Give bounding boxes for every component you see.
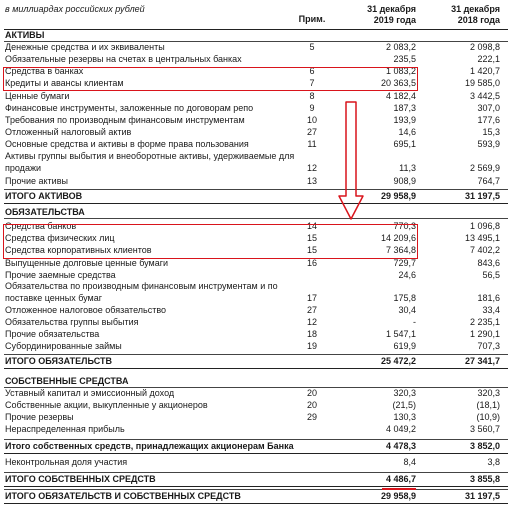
- note-ref: 8: [309, 91, 315, 101]
- row-label: продажи: [5, 163, 41, 173]
- value-2019: 29 958,9: [380, 191, 416, 201]
- note-ref: 12: [306, 163, 317, 173]
- value-2018: 31 197,5: [464, 191, 500, 201]
- col-2019-header-line1: 31 декабря: [367, 4, 416, 14]
- value-2019: 7 364,8: [385, 245, 416, 255]
- total-label: ИТОГО ОБЯЗАТЕЛЬСТВ И СОБСТВЕННЫХ СРЕДСТВ: [5, 491, 241, 501]
- note-ref: 9: [309, 103, 315, 113]
- row-label: Средства банков: [5, 221, 77, 231]
- value-2019: 1 083,2: [385, 66, 416, 76]
- note-ref: 12: [306, 317, 317, 327]
- value-2018: 7 402,2: [469, 245, 500, 255]
- value-2019: 320,3: [393, 388, 416, 398]
- row-label: Собственные акции, выкупленные у акционеров: [5, 400, 208, 410]
- note-ref: 10: [306, 115, 317, 125]
- row-label: Кредиты и авансы клиентам: [5, 78, 124, 88]
- note-ref: 13: [306, 176, 317, 186]
- value-2018: 3 560,7: [469, 424, 500, 434]
- section-heading: АКТИВЫ: [5, 30, 45, 40]
- value-2018: (18,1): [476, 400, 500, 410]
- value-2019: 8,4: [403, 457, 416, 467]
- value-2019: 770,3: [393, 221, 416, 231]
- total-label: ИТОГО СОБСТВЕННЫХ СРЕДСТВ: [5, 474, 156, 484]
- row-label: Денежные средства и их эквиваленты: [5, 42, 165, 52]
- total-label: ИТОГО ОБЯЗАТЕЛЬСТВ: [5, 356, 112, 366]
- row-divider: [4, 489, 508, 490]
- header-divider: [4, 29, 508, 30]
- row-divider: [4, 472, 508, 473]
- note-ref: 20: [306, 388, 317, 398]
- row-label: Отложенное налоговое обязательство: [5, 305, 167, 315]
- value-2019: 908,9: [393, 176, 416, 186]
- value-2018: 19 585,0: [464, 78, 500, 88]
- row-label: Ценные бумаги: [5, 91, 70, 101]
- value-2018: 181,6: [477, 293, 500, 303]
- row-label: Уставный капитал и эмиссионный доход: [5, 388, 175, 398]
- units-caption: в миллиардах российских рублей: [5, 4, 145, 14]
- note-ref: 27: [306, 305, 317, 315]
- row-label: поставке ценных бумаг: [5, 293, 103, 303]
- value-2018: 3 855,8: [469, 474, 500, 484]
- value-2019: 695,1: [393, 139, 416, 149]
- row-label: Отложенный налоговый актив: [5, 127, 132, 137]
- value-2019: 4 049,2: [385, 424, 416, 434]
- value-2019: -: [413, 317, 416, 327]
- note-ref: 27: [306, 127, 317, 137]
- value-2019: 2 083,2: [385, 42, 416, 52]
- row-label: Обязательства группы выбытия: [5, 317, 139, 327]
- value-2018: 27 341,7: [464, 356, 500, 366]
- note-ref: 11: [307, 139, 317, 149]
- row-label: Обязательства по производным финансовым инструментам и по: [5, 281, 278, 291]
- section-heading: ОБЯЗАТЕЛЬСТВА: [5, 207, 85, 217]
- value-2018: 1 420,7: [469, 66, 500, 76]
- value-2018: 593,9: [477, 139, 500, 149]
- note-ref: 17: [306, 293, 317, 303]
- row-divider: [4, 439, 508, 440]
- value-2018: 1 096,8: [469, 221, 500, 231]
- note-ref: 7: [309, 78, 315, 88]
- total-label: ИТОГО АКТИВОВ: [5, 191, 83, 201]
- row-divider: [4, 189, 508, 190]
- row-divider: [4, 354, 508, 355]
- value-2018: 2 098,8: [469, 42, 500, 52]
- value-2019: 25 472,2: [380, 356, 416, 366]
- value-2019: 175,8: [393, 293, 416, 303]
- value-2019: (21,5): [392, 400, 416, 410]
- value-2018: 33,4: [482, 305, 500, 315]
- value-2019: 14,6: [398, 127, 416, 137]
- value-2019: 1 547,1: [385, 329, 416, 339]
- row-label: Нераспределенная прибыль: [5, 424, 125, 434]
- total-label: Итого собственных средств, принадлежащих акционерам Банка: [5, 441, 294, 451]
- value-2018: 2 569,9: [469, 163, 500, 173]
- value-2019: 14 209,6: [380, 233, 416, 243]
- row-label: Средства физических лиц: [5, 233, 115, 243]
- note-ref: 15: [306, 245, 317, 255]
- value-2018: 3 442,5: [469, 91, 500, 101]
- col-2018-header-line1: 31 декабря: [451, 4, 500, 14]
- section-heading: СОБСТВЕННЫЕ СРЕДСТВА: [5, 376, 129, 386]
- value-2018: 307,0: [477, 103, 500, 113]
- value-2019: 30,4: [398, 305, 416, 315]
- note-ref: 5: [309, 42, 315, 52]
- value-2019: 619,9: [393, 341, 416, 351]
- row-divider: [4, 218, 508, 219]
- value-2019: 29 958,9: [380, 491, 416, 501]
- value-2018: 15,3: [482, 127, 500, 137]
- value-2019: 11,3: [399, 163, 416, 173]
- row-divider: [4, 503, 508, 504]
- value-2019: 4 478,3: [385, 441, 416, 451]
- highlight-box-liabilities: [3, 224, 418, 259]
- value-2018: 3 852,0: [469, 441, 500, 451]
- row-divider: [4, 203, 508, 204]
- note-column-header: Прим.: [298, 14, 326, 24]
- note-ref: 15: [306, 233, 317, 243]
- row-label: Основные средства и активы в форме права пользования: [5, 139, 249, 149]
- note-ref: 29: [306, 412, 317, 422]
- down-arrow-icon: [336, 100, 366, 222]
- value-2019: 193,9: [393, 115, 416, 125]
- value-2018: 177,6: [477, 115, 500, 125]
- value-2018: 13 495,1: [464, 233, 500, 243]
- value-2018: 764,7: [477, 176, 500, 186]
- value-2019: 4 486,7: [385, 474, 416, 484]
- value-2019: 130,3: [393, 412, 416, 422]
- note-ref: 18: [306, 329, 317, 339]
- row-label: Прочие активы: [5, 176, 68, 186]
- value-2019: 4 182,4: [385, 91, 416, 101]
- value-2018: 707,3: [477, 341, 500, 351]
- value-2019: 729,7: [393, 258, 416, 268]
- col-2018-header-line2: 2018 года: [457, 15, 500, 25]
- value-2019: 235,5: [393, 54, 416, 64]
- value-2018: 1 290,1: [469, 329, 500, 339]
- value-2018: 320,3: [477, 388, 500, 398]
- row-label: Обязательные резервы на счетах в центральных банках: [5, 54, 242, 64]
- note-ref: 20: [306, 400, 317, 410]
- row-label: Прочие резервы: [5, 412, 74, 422]
- value-2018: 3,8: [487, 457, 500, 467]
- row-label: Активы группы выбытия и внеоборотные активы, удерживаемые для: [5, 151, 295, 161]
- row-label: Выпущенные долговые ценные бумаги: [5, 258, 169, 268]
- value-2018: (10,9): [476, 412, 500, 422]
- row-label: Неконтрольная доля участия: [5, 457, 128, 467]
- note-ref: 19: [306, 341, 317, 351]
- row-label: Прочие заемные средства: [5, 270, 116, 280]
- value-2019: 24,6: [398, 270, 416, 280]
- value-2018: 31 197,5: [464, 491, 500, 501]
- value-2018: 222,1: [477, 54, 500, 64]
- value-underline: [382, 488, 416, 490]
- value-2018: 843,6: [477, 258, 500, 268]
- value-2019: 187,3: [393, 103, 416, 113]
- row-label: Субординированные займы: [5, 341, 122, 351]
- col-2019-header-line2: 2019 года: [373, 15, 416, 25]
- note-ref: 6: [309, 66, 315, 76]
- row-label: Финансовые инструменты, заложенные по договорам репо: [5, 103, 254, 113]
- row-label: Средства корпоративных клиентов: [5, 245, 152, 255]
- note-ref: 14: [306, 221, 317, 231]
- row-divider: [4, 453, 508, 454]
- row-label: Прочие обязательства: [5, 329, 100, 339]
- highlight-box-assets: [3, 67, 418, 91]
- note-ref: 16: [306, 258, 317, 268]
- row-label: Средства в банках: [5, 66, 84, 76]
- value-2019: 20 363,5: [380, 78, 416, 88]
- row-label: Требования по производным финансовым инструментам: [5, 115, 245, 125]
- value-2018: 56,5: [482, 270, 500, 280]
- row-divider: [4, 368, 508, 369]
- value-2018: 2 235,1: [469, 317, 500, 327]
- row-divider: [4, 486, 508, 487]
